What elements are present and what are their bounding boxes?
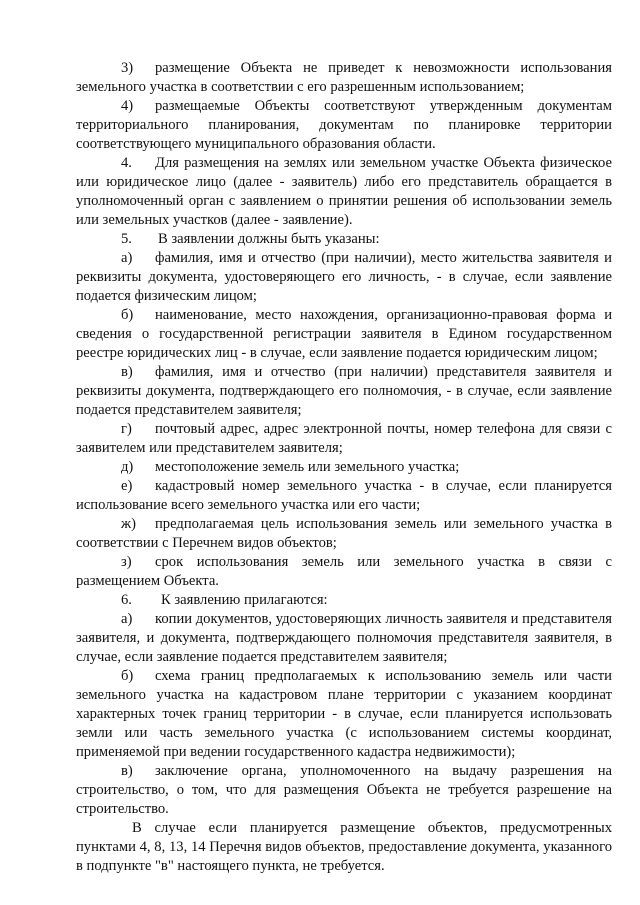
paragraph-text: Для размещения на землях или земельном участке Объекта физическое или юридическое лицо (далее - заявитель) либо его представитель обращается в уполномоченный орган с заявлением о принятии решения об использовании земель или земельных участков (далее - заявление). xyxy=(76,155,612,228)
paragraph-text: почтовый адрес, адрес электронной почты, номер телефона для связи с заявителем или представителем заявителя; xyxy=(76,421,612,456)
paragraph-item-z xyxy=(76,553,612,591)
paragraph-section-5 xyxy=(76,230,612,249)
paragraph-item-3 xyxy=(76,59,612,97)
paragraph-item-b xyxy=(76,306,612,363)
paragraph-text: размещаемые Объекты соответствуют утвержденным документам территориального планирования, документам по планировке территории соответствующего муниципального образования области. xyxy=(76,98,612,152)
paragraph-text: В заявлении должны быть указаны: xyxy=(158,231,380,247)
item-marker: ж) xyxy=(121,516,136,532)
item-marker: г) xyxy=(121,421,132,437)
item-marker: б) xyxy=(121,668,134,684)
paragraph-text: срок использования земель или земельного участка в связи с размещением Объекта. xyxy=(76,554,612,589)
paragraph-item-d xyxy=(76,458,612,477)
paragraph-text: фамилия, имя и отчество (при наличии), место жительства заявителя и реквизиты документа, удостоверяющего его личность, - в случае, если заявление подается физическим лицом; xyxy=(76,250,612,304)
paragraph-text: копии документов, удостоверяющих личность заявителя и представителя заявителя, и документа, подтверждающего полномочия представителя заявителя, в случае, если заявление подается представителем заявителя; xyxy=(76,611,612,665)
paragraph-text: фамилия, имя и отчество (при наличии) представителя заявителя и реквизиты документа, подтверждающего его полномочия, - в случае, если заявление подается представителем заявителя; xyxy=(76,364,612,418)
paragraph-text: К заявлению прилагаются: xyxy=(161,592,328,608)
paragraph-attach-v xyxy=(76,762,612,819)
paragraph-item-e xyxy=(76,477,612,515)
paragraph-closing-note xyxy=(76,819,612,876)
section-number: 6. xyxy=(121,592,132,608)
item-marker: 4) xyxy=(121,98,134,114)
paragraph-text: В случае если планируется размещение объектов, предусмотренных пунктами 4, 8, 13, 14 Перечня видов объектов, предоставление документа, указанного в подпункте "в" настоящего пункта, не требуется. xyxy=(76,820,612,874)
paragraph-section-4 xyxy=(76,154,612,230)
item-marker: б) xyxy=(121,307,134,323)
paragraph-item-g xyxy=(76,420,612,458)
paragraph-text: размещение Объекта не приведет к невозможности использования земельного участка в соответствии с его разрешенным использованием; xyxy=(76,60,612,95)
item-marker: 3) xyxy=(121,60,134,76)
paragraph-item-a xyxy=(76,249,612,306)
paragraph-item-v xyxy=(76,363,612,420)
item-marker: з) xyxy=(121,554,132,570)
paragraph-attach-a xyxy=(76,610,612,667)
paragraph-section-6 xyxy=(76,591,612,610)
item-marker: в) xyxy=(121,763,133,779)
section-number: 5. xyxy=(121,231,132,247)
paragraph-item-4 xyxy=(76,97,612,154)
paragraph-text: схема границ предполагаемых к использованию земель или части земельного участка на кадастровом плане территории с указанием координат характерных точек границ территории - в случае, если планируется использовать земли или часть земельного участка (с использованием системы координат, применяемой при ведении государственного кадастра недвижимости); xyxy=(76,668,612,760)
paragraph-text: заключение органа, уполномоченного на выдачу разрешения на строительство, о том, что для размещения Объекта не требуется разрешение на строительство. xyxy=(76,763,612,817)
item-marker: в) xyxy=(121,364,133,380)
paragraph-text: предполагаемая цель использования земель или земельного участка в соответствии с Перечнем видов объектов; xyxy=(76,516,612,551)
paragraph-text: местоположение земель или земельного участка; xyxy=(155,459,460,475)
paragraph-text: кадастровый номер земельного участка - в случае, если планируется использование всего земельного участка или его части; xyxy=(76,478,612,513)
section-number: 4. xyxy=(121,155,132,171)
paragraph-item-zh xyxy=(76,515,612,553)
item-marker: а) xyxy=(121,611,133,627)
item-marker: а) xyxy=(121,250,133,266)
item-marker: д) xyxy=(121,459,134,475)
paragraph-attach-b xyxy=(76,667,612,762)
item-marker: е) xyxy=(121,478,133,494)
paragraph-text: наименование, место нахождения, организационно-правовая форма и сведения о государственной регистрации заявителя в Едином государственном реестре юридических лиц - в случае, если заявление подается юридическим лицом; xyxy=(76,307,612,361)
